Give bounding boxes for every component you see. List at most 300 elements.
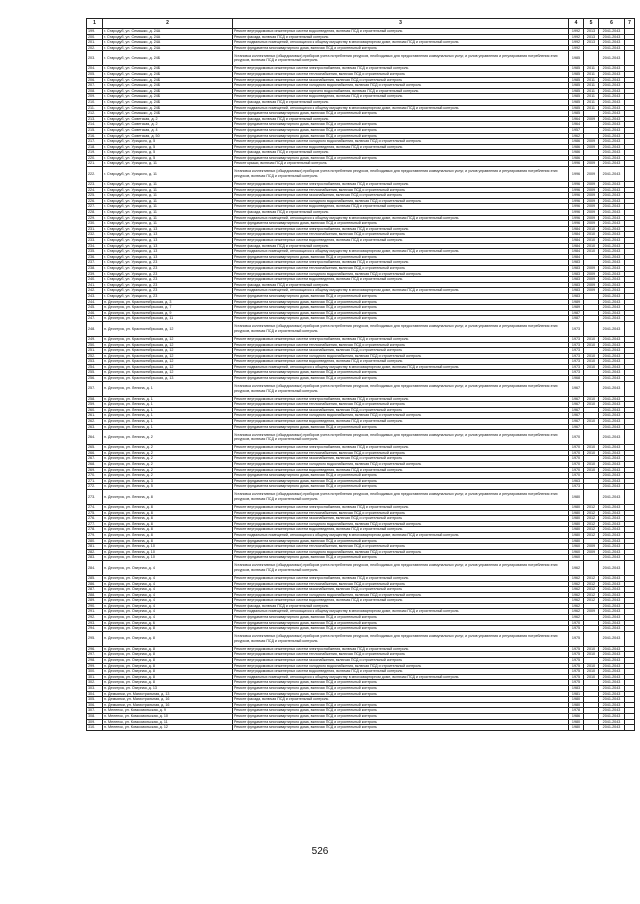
last-repair-year-cell: 2009 (584, 182, 599, 188)
address-cell: п. Десятуха, ул. Озерная, д. 4 (103, 587, 233, 593)
address-cell: г. Стародуб, ул. Урицкого, д. 11 (103, 204, 233, 210)
row-number: 304. (87, 691, 103, 697)
work-type-cell: Ремонт внутридомовых инженерных систем теплоснабжения, включая ПСД и строительный контроль (233, 342, 569, 348)
row-number: 217. (87, 139, 103, 145)
last-repair-year-cell: 2009 (584, 167, 599, 182)
row-number: 295. (87, 631, 103, 646)
work-type-cell: Ремонт внутридомовых инженерных систем теплоснабжения, включая ПСД и строительный контроль (233, 402, 569, 408)
address-cell: п. Десятуха, ул. Озерная, д. 4 (103, 609, 233, 615)
address-cell: п. Десятуха, ул. Красноктябрьская, д. 12 (103, 353, 233, 359)
row-number: 236. (87, 254, 103, 260)
build-year-cell: 1980 (569, 538, 584, 544)
address-cell: г. Стародуб, ул. Семашко, д. 24А (103, 29, 233, 35)
build-year-cell: 1992 (569, 40, 584, 46)
build-year-cell: 1983 (569, 271, 584, 277)
build-year-cell: 1987 (569, 310, 584, 316)
row-number: 233. (87, 238, 103, 244)
planned-period-cell: 2041-2043 (599, 359, 625, 365)
work-type-cell: Ремонт внутридомовых инженерных систем водоотведения, включая ПСД и строительный контроль (233, 238, 569, 244)
build-year-cell: 1986 (569, 713, 584, 719)
build-year-cell: 1984 (569, 243, 584, 249)
row-number: 231. (87, 226, 103, 232)
last-repair-year-cell: 2011 (584, 71, 599, 77)
build-year-cell: 1980 (569, 504, 584, 510)
address-cell: п. Десятуха, ул. Ленина, д. 8 (103, 489, 233, 504)
build-year-cell: 1975 (569, 658, 584, 664)
address-cell: г. Стародуб, ул. Урицкого, д. 11 (103, 198, 233, 204)
planned-period-cell: 2041-2043 (599, 680, 625, 686)
row-number: 210. (87, 99, 103, 105)
work-type-cell: Ремонт фундамента многоквартирного дома, включая ПСД и строительный контроль (233, 424, 569, 430)
work-type-cell: Ремонт внутридомовых инженерных систем водоотведения, включая ПСД и строительный контроль (233, 359, 569, 365)
row-number: 257. (87, 381, 103, 396)
planned-period-cell: 2041-2043 (599, 413, 625, 419)
row-number: 268. (87, 462, 103, 468)
planned-period-cell: 2041-2043 (599, 321, 625, 336)
build-year-cell: 1967 (569, 407, 584, 413)
row-number: 221. (87, 161, 103, 167)
build-year-cell: 1985 (569, 88, 584, 94)
empty-cell (625, 167, 635, 182)
address-cell: г. Стародуб, ул. Советская, д. 2 (103, 116, 233, 122)
row-number: 258. (87, 396, 103, 402)
row-number: 245. (87, 305, 103, 311)
work-type-cell: Установка коллективных (общедомовых) приборов учета потребления ресурсов, необходимых для предоставления коммунальных услуг, и узлов управления и регулирования потребления этих ресурсов, включая ПСД и строительный контроль (233, 321, 569, 336)
address-cell: п. Десятуха, ул. Ленина, д. 2 (103, 450, 233, 456)
last-repair-year-cell: 2009 (584, 139, 599, 145)
address-cell: п. Десятуха, ул. Озерная, д. 8 (103, 669, 233, 675)
build-year-cell: 1962 (569, 603, 584, 609)
row-number: 238. (87, 265, 103, 271)
empty-cell (625, 725, 635, 731)
table-row (87, 725, 635, 731)
work-type-cell: Ремонт фасада, включая ПСД и строительный контроль (233, 116, 569, 122)
address-cell: п. Меленск, ул. Комсомольская, д. 10 (103, 713, 233, 719)
planned-period-cell: 2041-2043 (599, 45, 625, 51)
planned-period-cell: 2041-2043 (599, 527, 625, 533)
planned-period-cell: 2041-2043 (599, 510, 625, 516)
empty-cell (625, 489, 635, 504)
work-type-cell: Ремонт фундамента многоквартирного дома, включая ПСД и строительный контроль (233, 538, 569, 544)
row-number: 216. (87, 133, 103, 139)
address-cell: г. Стародуб, ул. Урицкого, д. 13 (103, 238, 233, 244)
row-number: 293. (87, 620, 103, 626)
address-cell: г. Стародуб, ул. Урицкого, д. 11 (103, 187, 233, 193)
planned-period-cell: 2041-2043 (599, 122, 625, 128)
build-year-cell: 1957 (569, 127, 584, 133)
build-year-cell: 1996 (569, 187, 584, 193)
work-type-cell: Ремонт внутридомовых инженерных систем газоснабжения, включая ПСД и строительный контроль (233, 456, 569, 462)
work-type-cell: Ремонт внутридомовых инженерных систем холодного водоснабжения, включая ПСД и строительный контроль (233, 592, 569, 598)
document-sheet (86, 18, 634, 731)
address-cell: г. Стародуб, ул. Семашко, д. 24Б (103, 66, 233, 72)
build-year-cell: 1980 (569, 719, 584, 725)
address-cell: п. Десятуха, ул. Ленина, д. 2 (103, 430, 233, 445)
last-repair-year-cell: 2010 (584, 462, 599, 468)
work-type-cell: Ремонт фундамента многоквартирного дома, включая ПСД и строительный контроль (233, 310, 569, 316)
row-number: 303. (87, 686, 103, 692)
address-cell: г. Стародуб, ул. Семашко, д. 24Б (103, 77, 233, 83)
work-type-cell: Ремонт фундамента многоквартирного дома, включая ПСД и строительный контроль (233, 111, 569, 117)
last-repair-year-cell: 2012 (584, 532, 599, 538)
last-repair-year-cell: 2012 (584, 521, 599, 527)
planned-period-cell: 2041-2043 (599, 555, 625, 561)
address-cell: п. Десятуха, ул. Озерная, д. 8 (103, 652, 233, 658)
build-year-cell: 1996 (569, 215, 584, 221)
address-cell: г. Стародуб, ул. Урицкого, д. 11 (103, 167, 233, 182)
address-cell: г. Стародуб, ул. Урицкого, д. 23 (103, 271, 233, 277)
address-cell: п. Десятуха, ул. Озерная, д. 4 (103, 560, 233, 575)
address-cell: п. Десятуха, ул. Ленина, д. 1 (103, 381, 233, 396)
planned-period-cell: 2041-2043 (599, 484, 625, 490)
build-year-cell: 1996 (569, 210, 584, 216)
row-number: 291. (87, 609, 103, 615)
last-repair-year-cell: 2009 (584, 116, 599, 122)
address-cell: г. Стародуб, ул. Урицкого, д. 5 (103, 155, 233, 161)
row-number: 246. (87, 310, 103, 316)
work-type-cell: Ремонт внутридомовых инженерных систем газоснабжения, включая ПСД и строительный контроль (233, 77, 569, 83)
row-number: 230. (87, 221, 103, 227)
work-type-cell: Ремонт фундамента многоквартирного дома, включая ПСД и строительный контроль (233, 615, 569, 621)
build-year-cell: 1973 (569, 364, 584, 370)
build-year-cell: 1962 (569, 609, 584, 615)
row-number: 234. (87, 243, 103, 249)
work-type-cell: Ремонт фундамента многоквартирного дома, включая ПСД и строительный контроль (233, 299, 569, 305)
planned-period-cell: 2041-2043 (599, 396, 625, 402)
work-type-cell: Ремонт внутридомовых инженерных систем электроснабжения, включая ПСД и строительный контроль (233, 646, 569, 652)
header-cell: 3 (233, 19, 569, 29)
work-type-cell: Ремонт внутридомовых инженерных систем холодного водоснабжения, включая ПСД и строительный контроль (233, 549, 569, 555)
work-type-cell: Ремонт внутридомовых инженерных систем теплоснабжения, включая ПСД и строительный контроль (233, 450, 569, 456)
build-year-cell: 1996 (569, 221, 584, 227)
row-number: 212. (87, 111, 103, 117)
planned-period-cell: 2041-2043 (599, 719, 625, 725)
address-cell: п. Десятуха, ул. Красноктябрьская, д. 12 (103, 321, 233, 336)
work-type-cell: Ремонт внутридомовых инженерных систем холодного водоснабжения, включая ПСД и строительный контроль (233, 663, 569, 669)
build-year-cell: 1962 (569, 592, 584, 598)
planned-period-cell: 2041-2043 (599, 83, 625, 89)
row-number: 253. (87, 359, 103, 365)
planned-period-cell: 2041-2043 (599, 658, 625, 664)
build-year-cell: 1996 (569, 204, 584, 210)
address-cell: г. Стародуб, ул. Семашко, д. 24Б (103, 83, 233, 89)
address-cell: п. Десятуха, ул. Ленина, д. 10 (103, 549, 233, 555)
row-number: 202. (87, 45, 103, 51)
last-repair-year-cell: 2009 (584, 277, 599, 283)
address-cell: п. Десятуха, ул. Красноктябрьская, д. 11 (103, 316, 233, 322)
build-year-cell: 1983 (569, 277, 584, 283)
work-type-cell: Ремонт фундамента многоквартирного дома, включая ПСД и строительный контроль (233, 713, 569, 719)
build-year-cell: 1985 (569, 99, 584, 105)
work-type-cell: Ремонт внутридомовых инженерных систем водоотведения, включая ПСД и строительный контроль (233, 669, 569, 675)
work-type-cell: Ремонт фасада, включая ПСД и строительный контроль (233, 99, 569, 105)
row-number: 285. (87, 575, 103, 581)
row-number: 249. (87, 336, 103, 342)
build-year-cell: 1962 (569, 598, 584, 604)
address-cell: п. Десятуха, ул. Озерная, д. 4 (103, 581, 233, 587)
address-cell: г. Стародуб, ул. Семашко, д. 24А (103, 40, 233, 46)
last-repair-year-cell: 2010 (584, 238, 599, 244)
last-repair-year-cell: 2012 (584, 510, 599, 516)
row-number: 229. (87, 215, 103, 221)
address-cell: п. Десятуха, ул. Красноктябрьская, д. 12 (103, 348, 233, 354)
work-type-cell: Ремонт внутридомовых инженерных систем газоснабжения, включая ПСД и строительный контроль (233, 407, 569, 413)
row-number: 302. (87, 680, 103, 686)
planned-period-cell: 2041-2043 (599, 587, 625, 593)
address-cell: г. Стародуб, ул. Урицкого, д. 13 (103, 243, 233, 249)
planned-period-cell: 2041-2043 (599, 691, 625, 697)
build-year-cell: 1980 (569, 489, 584, 504)
build-year-cell: 1970 (569, 430, 584, 445)
planned-period-cell: 2041-2043 (599, 71, 625, 77)
work-type-cell: Ремонт внутридомовых инженерных систем холодного водоснабжения, включая ПСД и строительный контроль (233, 462, 569, 468)
planned-period-cell: 2041-2043 (599, 669, 625, 675)
work-type-cell: Ремонт фундамента многоквартирного дома, включая ПСД и строительный контроль (233, 376, 569, 382)
address-cell: г. Стародуб, ул. Урицкого, д. 5 (103, 139, 233, 145)
build-year-cell: 1989 (569, 299, 584, 305)
work-type-cell: Ремонт внутридомовых инженерных систем теплоснабжения, включая ПСД и строительный контроль (233, 652, 569, 658)
work-type-cell: Ремонт внутридомовых инженерных систем водоотведения, включая ПСД и строительный контроль (233, 467, 569, 473)
build-year-cell: 1980 (569, 527, 584, 533)
build-year-cell: 1989 (569, 305, 584, 311)
row-number: 292. (87, 615, 103, 621)
planned-period-cell: 2041-2043 (599, 193, 625, 199)
build-year-cell: 1973 (569, 321, 584, 336)
row-number: 207. (87, 83, 103, 89)
address-cell: г. Стародуб, ул. Семашко, д. 24Б (103, 51, 233, 66)
planned-period-cell: 2041-2043 (599, 277, 625, 283)
last-repair-year-cell: 2009 (584, 221, 599, 227)
empty-cell (625, 631, 635, 646)
work-type-cell: Ремонт внутридомовых инженерных систем водоотведения, включая ПСД и строительный контроль (233, 419, 569, 425)
address-cell: п. Десятуха, ул. Озерная, д. 8 (103, 626, 233, 632)
work-type-cell: Ремонт внутридомовых инженерных систем холодного водоснабжения, включая ПСД и строительный контроль (233, 198, 569, 204)
row-number: 297. (87, 652, 103, 658)
work-type-cell: Ремонт внутридомовых инженерных систем теплоснабжения, включая ПСД и строительный контроль (233, 187, 569, 193)
build-year-cell: 1967 (569, 424, 584, 430)
planned-period-cell: 2041-2043 (599, 560, 625, 575)
planned-period-cell: 2041-2043 (599, 77, 625, 83)
work-type-cell: Ремонт фундамента многоквартирного дома, включая ПСД и строительный контроль (233, 626, 569, 632)
work-type-cell: Ремонт внутридомовых инженерных систем теплоснабжения, включая ПСД и строительный контроль (233, 232, 569, 238)
row-number: 228. (87, 210, 103, 216)
work-type-cell: Установка коллективных (общедомовых) приборов учета потребления ресурсов, необходимых для предоставления коммунальных услуг, и узлов управления и регулирования потребления этих ресурсов, включая ПСД и строительный контроль (233, 167, 569, 182)
build-year-cell: 1962 (569, 615, 584, 621)
row-number: 266. (87, 450, 103, 456)
work-type-cell: Установка коллективных (общедомовых) приборов учета потребления ресурсов, необходимых для предоставления коммунальных услуг, и узлов управления и регулирования потребления этих ресурсов, включая ПСД и строительный контроль (233, 560, 569, 575)
row-number: 274. (87, 504, 103, 510)
work-type-cell: Ремонт фасада, включая ПСД и строительный контроль (233, 282, 569, 288)
row-number: 205. (87, 71, 103, 77)
planned-period-cell: 2041-2043 (599, 504, 625, 510)
planned-period-cell: 2041-2043 (599, 370, 625, 376)
build-year-cell: 1996 (569, 167, 584, 182)
work-type-cell: Ремонт внутридомовых инженерных систем газоснабжения, включая ПСД и строительный контроль (233, 348, 569, 354)
planned-period-cell: 2041-2043 (599, 348, 625, 354)
address-cell: п. Десятуха, ул. Ленина, д. 2 (103, 445, 233, 451)
empty-cell (625, 381, 635, 396)
build-year-cell: 1962 (569, 560, 584, 575)
build-year-cell: 1962 (569, 133, 584, 139)
build-year-cell: 1962 (569, 587, 584, 593)
row-number: 261. (87, 413, 103, 419)
address-cell: п. Десятуха, ул. Озерная, д. 8 (103, 646, 233, 652)
address-cell: п. Десятуха, ул. Озерная, д. 13 (103, 686, 233, 692)
last-repair-year-cell: 2013 (584, 29, 599, 35)
work-type-cell: Ремонт фундамента многоквартирного дома, включая ПСД и строительный контроль (233, 133, 569, 139)
build-year-cell: 1978 (569, 708, 584, 714)
planned-period-cell: 2041-2043 (599, 161, 625, 167)
last-repair-year-cell (584, 430, 599, 445)
planned-period-cell: 2041-2043 (599, 282, 625, 288)
work-type-cell: Ремонт внутридомовых инженерных систем холодного водоснабжения, включая ПСД и строительный контроль (233, 413, 569, 419)
work-type-cell: Ремонт внутридомовых инженерных систем холодного водоснабжения, включая ПСД и строительный контроль (233, 139, 569, 145)
build-year-cell: 1980 (569, 697, 584, 703)
address-cell: г. Стародуб, ул. Урицкого, д. 23 (103, 277, 233, 283)
address-cell: п. Меленск, ул. Комсомольская, д. 12 (103, 725, 233, 731)
last-repair-year-cell: 2012 (584, 581, 599, 587)
row-number: 309. (87, 719, 103, 725)
row-number: 223. (87, 182, 103, 188)
last-repair-year-cell: 2010 (584, 646, 599, 652)
last-repair-year-cell: 2011 (584, 88, 599, 94)
work-type-cell: Ремонт внутридомовых инженерных систем холодного водоснабжения, включая ПСД и строительный контроль (233, 83, 569, 89)
table-header-row (87, 19, 635, 29)
planned-period-cell: 2041-2043 (599, 51, 625, 66)
work-type-cell: Ремонт внутридомовых инженерных систем холодного водоснабжения, включая ПСД и строительный контроль (233, 271, 569, 277)
last-repair-year-cell: 2010 (584, 419, 599, 425)
planned-period-cell: 2041-2043 (599, 725, 625, 731)
planned-period-cell: 2041-2043 (599, 626, 625, 632)
planned-period-cell: 2041-2043 (599, 353, 625, 359)
page-number: 526 (311, 846, 329, 857)
build-year-cell: 1973 (569, 370, 584, 376)
row-number: 287. (87, 587, 103, 593)
build-year-cell: 1980 (569, 510, 584, 516)
address-cell: п. Десятуха, ул. Ленина, д. 10 (103, 544, 233, 550)
address-cell: г. Стародуб, ул. Урицкого, д. 23 (103, 282, 233, 288)
address-cell: г. Стародуб, ул. Семашко, д. 24Б (103, 111, 233, 117)
address-cell: г. Стародуб, ул. Урицкого, д. 23 (103, 260, 233, 266)
last-repair-year-cell: 2010 (584, 226, 599, 232)
build-year-cell: 1975 (569, 669, 584, 675)
row-number: 267. (87, 456, 103, 462)
address-cell: п. Десятуха, ул. Озерная, д. 8 (103, 674, 233, 680)
planned-period-cell: 2041-2043 (599, 254, 625, 260)
row-number: 241. (87, 282, 103, 288)
build-year-cell: 1981 (569, 691, 584, 697)
address-cell: п. Десятуха, ул. Ленина, д. 1 (103, 407, 233, 413)
address-cell: п. Десятуха, ул. Ленина, д. 5 (103, 484, 233, 490)
address-cell: г. Стародуб, ул. Урицкого, д. 11 (103, 193, 233, 199)
last-repair-year-cell: 2012 (584, 592, 599, 598)
row-number: 290. (87, 603, 103, 609)
work-type-cell: Ремонт фундамента многоквартирного дома, включая ПСД и строительный контроль (233, 122, 569, 128)
address-cell: п. Десятуха, ул. Красноктябрьская, д. 12 (103, 364, 233, 370)
work-type-cell: Ремонт внутридомовых инженерных систем газоснабжения, включая ПСД и строительный контроль (233, 658, 569, 664)
work-type-cell: Ремонт внутридомовых инженерных систем газоснабжения, включая ПСД и строительный контроль (233, 587, 569, 593)
planned-period-cell: 2041-2043 (599, 620, 625, 626)
address-cell: п. Десятуха, ул. Ленина, д. 8 (103, 521, 233, 527)
address-cell: п. Десятуха, ул. Озерная, д. 8 (103, 680, 233, 686)
work-type-cell: Ремонт внутридомовых инженерных систем электроснабжения, включая ПСД и строительный контроль (233, 260, 569, 266)
build-year-cell: 1970 (569, 462, 584, 468)
planned-period-cell: 2041-2043 (599, 456, 625, 462)
last-repair-year-cell: 2010 (584, 243, 599, 249)
row-number: 279. (87, 532, 103, 538)
address-cell: г. Стародуб, ул. Семашко, д. 24Б (103, 71, 233, 77)
row-number: 250. (87, 342, 103, 348)
last-repair-year-cell: 2009 (584, 144, 599, 150)
build-year-cell: 1985 (569, 94, 584, 100)
build-year-cell: 1973 (569, 342, 584, 348)
last-repair-year-cell: 2010 (584, 232, 599, 238)
build-year-cell: 1975 (569, 646, 584, 652)
planned-period-cell: 2041-2043 (599, 232, 625, 238)
build-year-cell: 1967 (569, 402, 584, 408)
empty-cell (625, 560, 635, 575)
build-year-cell: 1983 (569, 282, 584, 288)
address-cell: п. Десятуха, ул. Ленина, д. 8 (103, 538, 233, 544)
last-repair-year-cell: 2011 (584, 66, 599, 72)
build-year-cell: 1980 (569, 521, 584, 527)
row-number: 252. (87, 353, 103, 359)
planned-period-cell: 2041-2043 (599, 575, 625, 581)
planned-period-cell: 2041-2043 (599, 221, 625, 227)
build-year-cell: 1985 (569, 51, 584, 66)
address-cell: п. Десятуха, ул. Озерная, д. 4 (103, 615, 233, 621)
planned-period-cell: 2041-2043 (599, 544, 625, 550)
last-repair-year-cell: 2010 (584, 353, 599, 359)
build-year-cell: 1985 (569, 111, 584, 117)
work-type-cell: Ремонт внутридомовых инженерных систем газоснабжения, включая ПСД и строительный контроль (233, 516, 569, 522)
work-type-cell: Ремонт внутридомовых инженерных систем водоотведения, включая ПСД и строительный контроль (233, 598, 569, 604)
planned-period-cell: 2041-2043 (599, 243, 625, 249)
planned-period-cell: 2041-2043 (599, 609, 625, 615)
address-cell: г. Стародуб, ул. Урицкого, д. 5 (103, 150, 233, 156)
row-number: 281. (87, 544, 103, 550)
work-type-cell: Ремонт подвальных помещений, относящихся к общему имуществу в многоквартирном доме, включая ПСД и строительный контроль (233, 40, 569, 46)
work-type-cell: Установка коллективных (общедомовых) приборов учета потребления ресурсов, необходимых для предоставления коммунальных услуг, и узлов управления и регулирования потребления этих ресурсов, включая ПСД и строительный контроль (233, 381, 569, 396)
work-type-cell: Ремонт фасада, включая ПСД и строительный контроль (233, 210, 569, 216)
row-number: 220. (87, 155, 103, 161)
work-type-cell: Ремонт внутридомовых инженерных систем электроснабжения, включая ПСД и строительный контроль (233, 575, 569, 581)
row-number: 255. (87, 370, 103, 376)
row-number: 213. (87, 116, 103, 122)
last-repair-year-cell: 2013 (584, 40, 599, 46)
row-number: 300. (87, 669, 103, 675)
planned-period-cell: 2041-2043 (599, 187, 625, 193)
planned-period-cell: 2041-2043 (599, 376, 625, 382)
header-cell: 2 (103, 19, 233, 29)
planned-period-cell: 2041-2043 (599, 249, 625, 255)
build-year-cell: 1985 (569, 105, 584, 111)
row-number: 226. (87, 198, 103, 204)
row-number: 288. (87, 592, 103, 598)
build-year-cell: 1985 (569, 83, 584, 89)
last-repair-year-cell (584, 489, 599, 504)
work-type-cell: Ремонт внутридомовых инженерных систем водоотведения, включая ПСД и строительный контроль (233, 527, 569, 533)
planned-period-cell: 2041-2043 (599, 139, 625, 145)
row-number: 251. (87, 348, 103, 354)
planned-period-cell: 2041-2043 (599, 336, 625, 342)
row-number: 277. (87, 521, 103, 527)
work-type-cell: Ремонт фундамента многоквартирного дома, включая ПСД и строительный контроль (233, 45, 569, 51)
work-type-cell: Ремонт внутридомовых инженерных систем газоснабжения, включая ПСД и строительный контроль (233, 193, 569, 199)
last-repair-year-cell: 2010 (584, 445, 599, 451)
planned-period-cell: 2041-2043 (599, 94, 625, 100)
work-type-cell: Ремонт подвальных помещений, относящихся к общему имуществу в многоквартирном доме, включая ПСД и строительный контроль (233, 674, 569, 680)
